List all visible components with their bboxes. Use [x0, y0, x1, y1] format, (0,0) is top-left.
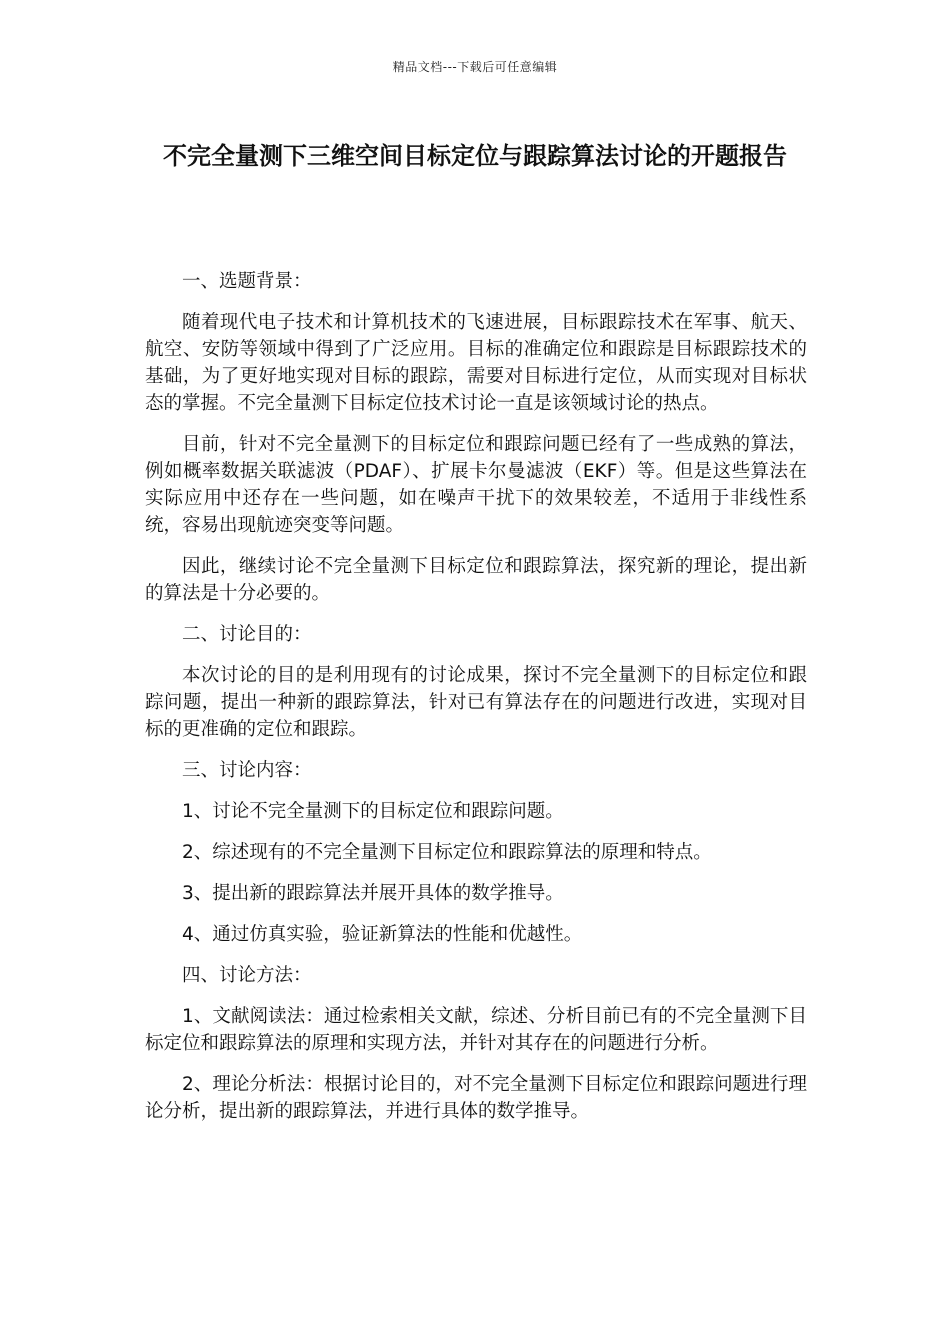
page-header-note: 精品文档---下载后可任意编辑 — [392, 60, 558, 74]
list-item-content-3: 3、提出新的跟踪算法并展开具体的数学推导。 — [182, 883, 564, 904]
section-heading-content: 三、讨论内容： — [182, 760, 312, 781]
list-item-content-4: 4、通过仿真实验，验证新算法的性能和优越性。 — [182, 924, 583, 945]
paragraph-purpose: 本次讨论的目的是利用现有的讨论成果，探讨不完全量测下的目标定位和跟踪问题，提出一种新的跟踪算法，针对已有算法存在的问题进行改进，实现对目标的更准确的定位和跟踪。 — [145, 665, 807, 740]
paragraph-background-2: 目前，针对不完全量测下的目标定位和跟踪问题已经有了一些成熟的算法，例如概率数据关联滤波（PDAF）、扩展卡尔曼滤波（EKF）等。但是这些算法在实际应用中还存在一些问题，如在噪声干扰下的效果较差，不适用于非线性系统，容易出现航迹突变等问题。 — [145, 434, 807, 536]
section-heading-methods: 四、讨论方法： — [182, 965, 312, 986]
section-heading-background: 一、选题背景： — [182, 271, 312, 292]
list-item-method-2: 2、理论分析法：根据讨论目的，对不完全量测下目标定位和跟踪问题进行理论分析，提出新的跟踪算法，并进行具体的数学推导。 — [145, 1074, 807, 1122]
section-heading-purpose: 二、讨论目的： — [182, 624, 312, 645]
document-title: 不完全量测下三维空间目标定位与跟踪算法讨论的开题报告 — [163, 142, 787, 170]
list-item-content-1: 1、讨论不完全量测下的目标定位和跟踪问题。 — [182, 801, 564, 822]
paragraph-background-3: 因此，继续讨论不完全量测下目标定位和跟踪算法，探究新的理论，提出新的算法是十分必要的。 — [145, 556, 807, 604]
paragraph-background-1: 随着现代电子技术和计算机技术的飞速进展，目标跟踪技术在军事、航天、航空、安防等领域中得到了广泛应用。目标的准确定位和跟踪是目标跟踪技术的基础，为了更好地实现对目标的跟踪，需要对目标进行定位，从而实现对目标状态的掌握。不完全量测下目标定位技术讨论一直是该领域讨论的热点。 — [145, 312, 807, 414]
list-item-method-1: 1、文献阅读法：通过检索相关文献，综述、分析目前已有的不完全量测下目标定位和跟踪算法的原理和实现方法，并针对其存在的问题进行分析。 — [145, 1006, 807, 1054]
list-item-content-2: 2、综述现有的不完全量测下目标定位和跟踪算法的原理和特点。 — [182, 842, 712, 863]
document-body — [145, 268, 807, 1139]
